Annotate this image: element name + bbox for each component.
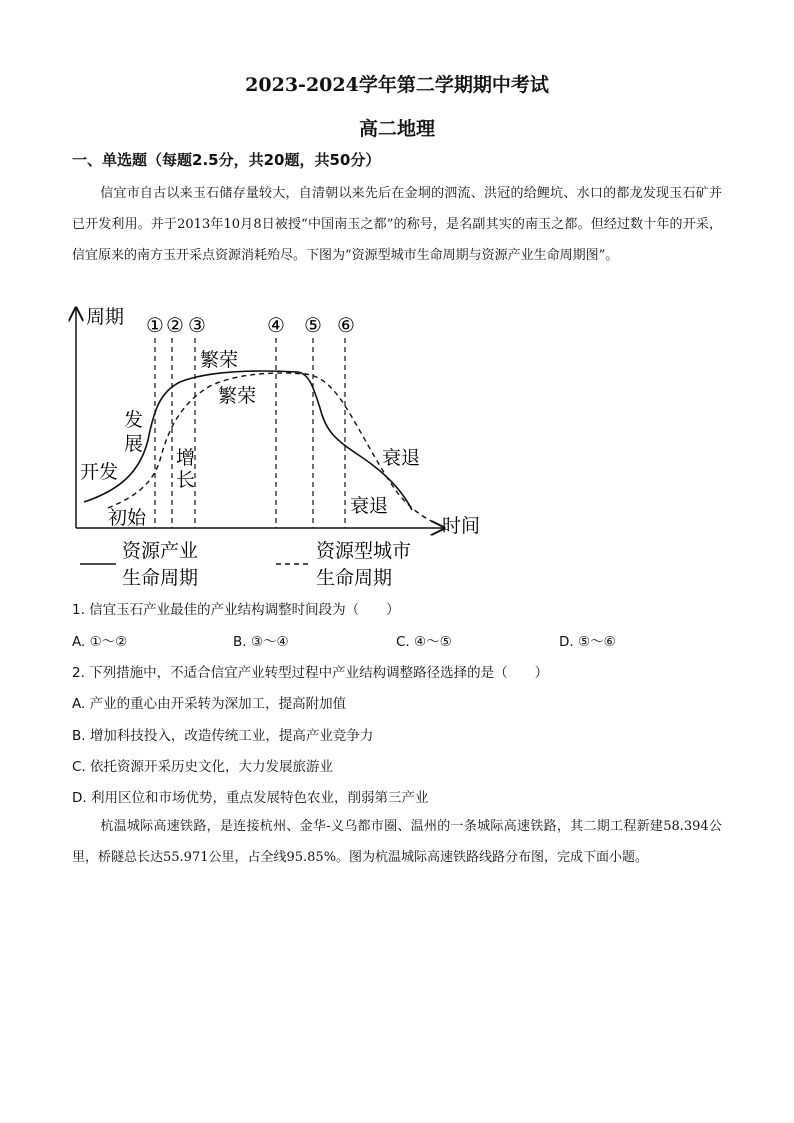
solid-label-shuaitui: 衰退 <box>350 495 389 517</box>
solid-label-kaifa: 开发 <box>80 461 119 483</box>
solid-label-fazhan-1: 发 <box>124 409 144 431</box>
q2-option-c[interactable]: C. 依托资源开采历史文化，大力发展旅游业 <box>72 759 334 775</box>
solid-label-fazhan-2: 展 <box>124 433 144 455</box>
passage-2-text: 杭温城际高速铁路，是连接杭州、金华-义乌都市圈、温州的一条城际高速铁路，其二期工程新建58.394公里，桥隧总长达55.971公里，占全线95.85%。图为杭温城际高速铁路线路分布图，完成下面小题。 <box>72 819 722 865</box>
dashed-label-zengzhang-1: 增 <box>176 447 196 469</box>
q2-option-d[interactable]: D. 利用区位和市场优势，重点发展特色农业，削弱第三产业 <box>72 790 429 806</box>
subject-title: 高二地理 <box>358 118 435 140</box>
solid-label-fanrong: 繁荣 <box>200 349 239 371</box>
legend-dashed-label-2: 生命周期 <box>316 567 393 589</box>
passage-1 <box>72 178 722 271</box>
marker-label-4: ④ <box>267 313 285 337</box>
question-2-stem: 2. 下列措施中，不适合信宜产业转型过程中产业结构调整路径选择的是（ ） <box>72 665 549 681</box>
exam-title: 2023-2024学年第二学期期中考试 <box>245 74 549 96</box>
legend-solid-label-1: 资源产业 <box>122 540 199 562</box>
life-cycle-figure <box>60 300 500 592</box>
q2-option-b[interactable]: B. 增加科技投入，改造传统工业，提高产业竞争力 <box>72 728 374 744</box>
section-heading: 一、单选题（每题2.5分，共20题，共50分） <box>72 151 381 169</box>
q1-option-b[interactable]: B. ③～④ <box>233 634 289 650</box>
question-1-stem: 1. 信宜玉石产业最佳的产业结构调整时间段为（ ） <box>72 602 400 618</box>
q1-option-a[interactable]: A. ①～② <box>72 634 128 650</box>
q2-option-a[interactable]: A. 产业的重心由开采转为深加工，提高附加值 <box>72 696 347 712</box>
marker-label-5: ⑤ <box>304 313 322 337</box>
dashed-label-zengzhang-2: 长 <box>176 469 196 491</box>
q1-option-c[interactable]: C. ④～⑤ <box>396 634 452 650</box>
marker-label-6: ⑥ <box>337 313 355 337</box>
dashed-label-fanrong: 繁荣 <box>218 385 257 407</box>
y-axis-label: 周期 <box>86 306 125 328</box>
passage-1-text: 信宜市自古以来玉石储存量较大，自清朝以来先后在金垌的泗流、洪冠的给鲤坑、水口的都龙发现玉石矿并已开发利用。并于2013年10月8日被授“中国南玉之都”的称号，是名副其实的南玉之都。但经过数十年的开采，信宜原来的南方玉开采点资源消耗殆尽。下图为“资源型城市生命周期与资源产业生命周期图”。 <box>72 186 722 263</box>
legend-solid-label-2: 生命周期 <box>122 567 199 589</box>
marker-label-3: ③ <box>188 313 206 337</box>
passage-2 <box>72 811 722 873</box>
dashed-label-shuaitui: 衰退 <box>382 447 421 469</box>
marker-label-2: ② <box>166 313 184 337</box>
q1-option-d[interactable]: D. ⑤～⑥ <box>559 634 616 650</box>
dashed-label-chushi: 初始 <box>108 507 147 529</box>
legend-dashed-label-1: 资源型城市 <box>316 540 412 562</box>
marker-label-1: ① <box>146 313 164 337</box>
x-axis-label: 时间 <box>442 515 481 537</box>
